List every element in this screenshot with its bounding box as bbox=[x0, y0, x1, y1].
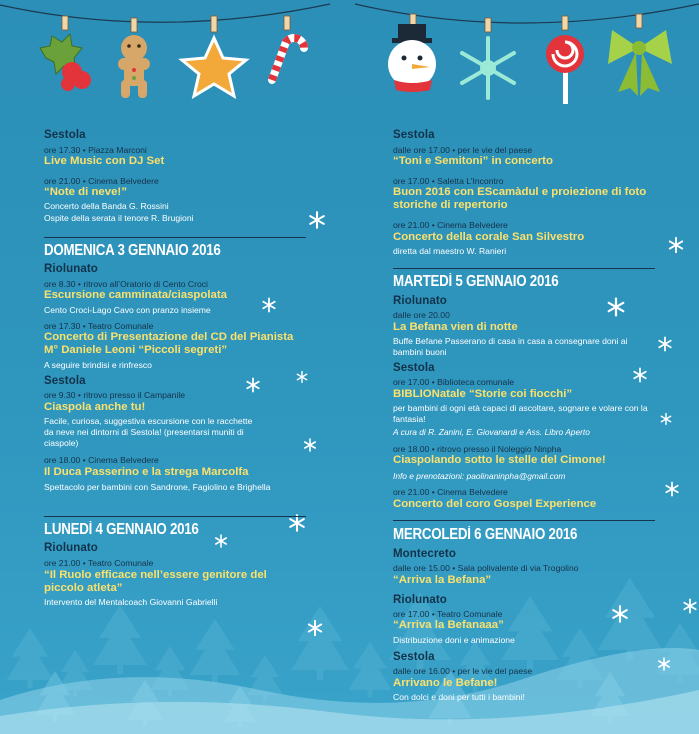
event-meta: ore 17.00 • Teatro Comunale bbox=[393, 609, 503, 619]
divider bbox=[44, 516, 306, 517]
event-title: “Il Ruolo efficace nell’essere genitore del piccolo atleta” bbox=[44, 569, 267, 594]
event-meta: ore 21.00 • Cinema Belvedere bbox=[44, 176, 159, 186]
event-info: Info e prenotazioni: paolinaninpha@gmail.com bbox=[393, 471, 566, 481]
event-meta: ore 17.00 • Biblioteca comunale bbox=[393, 377, 515, 387]
event-title: La Befana vien di notte bbox=[393, 321, 518, 333]
event-description: per bambini di ogni età capaci di ascoltare, sognare e volare con la fantasia! bbox=[393, 403, 648, 424]
town-heading: Sestola bbox=[44, 375, 86, 387]
event-title: Ciaspola anche tu! bbox=[44, 401, 146, 413]
town-heading: Riolunato bbox=[393, 594, 447, 606]
event-meta: dalle ore 17.00 • per le vie del paese bbox=[393, 145, 533, 155]
event-title: BIBLIONatale “Storie coi fiocchi” bbox=[393, 388, 573, 400]
town-heading: Sestola bbox=[393, 129, 435, 141]
day-heading: DOMENICA 3 GENNAIO 2016 bbox=[44, 242, 221, 259]
event-meta: ore 8.30 • ritrovo all’Oratorio di Cento Croci bbox=[44, 279, 208, 289]
event-title: “Arriva la Befana” bbox=[393, 574, 492, 586]
divider bbox=[393, 520, 655, 521]
event-description: A seguire brindisi e rinfresco bbox=[44, 360, 152, 370]
event-description: Facile, curiosa, suggestiva escursione con le racchette da neve nei dintorni di Sestola! (presentarsi muniti di ciaspole) bbox=[44, 416, 253, 448]
event-description: Spettacolo per bambini con Sandrone, Fagiolino e Brighella bbox=[44, 482, 271, 492]
day-heading: MARTEDÌ 5 GENNAIO 2016 bbox=[393, 273, 559, 290]
town-heading: Montecreto bbox=[393, 548, 456, 560]
event-description: Distribuzione doni e animazione bbox=[393, 635, 515, 645]
event-title: Ciaspolando sotto le stelle del Cimone! bbox=[393, 454, 606, 466]
event-meta: dalle ore 15.00 • Sala polivalente di via Trogolino bbox=[393, 563, 579, 573]
event-meta: ore 21.00 • Teatro Comunale bbox=[44, 558, 154, 568]
event-description: Buffe Befane Passerano di casa in casa a consegnare doni ai bambini buoni bbox=[393, 336, 628, 357]
divider bbox=[393, 268, 655, 269]
event-meta: ore 18.00 • Cinema Belvedere bbox=[44, 455, 159, 465]
event-description: Concerto della Banda G. Rossini bbox=[44, 201, 169, 211]
event-title: “Arriva la Befanaaa” bbox=[393, 619, 504, 631]
event-meta: ore 17.00 • Saletta L’Incontro bbox=[393, 176, 504, 186]
event-meta: dalle ore 16.00 • per le vie del paese bbox=[393, 666, 533, 676]
event-title: Escursione camminata/ciaspolata bbox=[44, 289, 227, 301]
event-title: Concerto di Presentazione del CD del Pianista M° Daniele Leoni “Piccoli segreti” bbox=[44, 331, 294, 356]
town-heading: Sestola bbox=[44, 129, 86, 141]
town-heading: Riolunato bbox=[393, 295, 447, 307]
event-meta: ore 21.00 • Cinema Belvedere bbox=[393, 220, 508, 230]
divider bbox=[44, 237, 306, 238]
event-title: Concerto della corale San Silvestro bbox=[393, 231, 585, 243]
event-meta: ore 21.00 • Cinema Belvedere bbox=[393, 487, 508, 497]
event-meta: ore 9.30 • ritrovo presso il Campanile bbox=[44, 390, 186, 400]
day-heading: LUNEDÌ 4 GENNAIO 2016 bbox=[44, 521, 199, 538]
event-title: “Toni e Semitoni” in concerto bbox=[393, 155, 553, 167]
town-heading: Sestola bbox=[393, 362, 435, 374]
event-title: Concerto del coro Gospel Experience bbox=[393, 498, 597, 510]
day-heading: MERCOLEDÌ 6 GENNAIO 2016 bbox=[393, 526, 578, 543]
event-title: Il Duca Passerino e la strega Marcolfa bbox=[44, 466, 249, 478]
event-description: Con dolci e doni per tutti i bambini! bbox=[393, 692, 525, 702]
event-description: Intervento del Mentalcoach Giovanni Gabrielli bbox=[44, 597, 218, 607]
event-title: Buon 2016 con EScamàdul e proiezione di foto storiche di repertorio bbox=[393, 186, 647, 211]
town-heading: Riolunato bbox=[44, 263, 98, 275]
town-heading: Riolunato bbox=[44, 542, 98, 554]
event-credit: A cura di R. Zanini, E. Giovanardi e Ass. Libro Aperto bbox=[393, 427, 590, 437]
town-heading: Sestola bbox=[393, 651, 435, 663]
event-meta: ore 18.00 • ritrovo presso il Noleggio Ninpha bbox=[393, 444, 562, 454]
event-meta: ore 17.30 • Piazza Marconi bbox=[44, 145, 147, 155]
event-title: “Note di neve!” bbox=[44, 186, 127, 198]
event-meta: dalle ore 20.00 bbox=[393, 310, 450, 320]
event-description: diretta dal maestro W. Ranieri bbox=[393, 246, 507, 256]
event-description: Ospite della serata il tenore R. Brugioni bbox=[44, 213, 194, 223]
event-title: Arrivano le Befane! bbox=[393, 677, 498, 689]
event-title: Live Music con DJ Set bbox=[44, 155, 165, 167]
event-meta: ore 17.30 • Teatro Comunale bbox=[44, 321, 154, 331]
event-description: Cento Croci-Lago Cavo con pranzo insieme bbox=[44, 305, 211, 315]
